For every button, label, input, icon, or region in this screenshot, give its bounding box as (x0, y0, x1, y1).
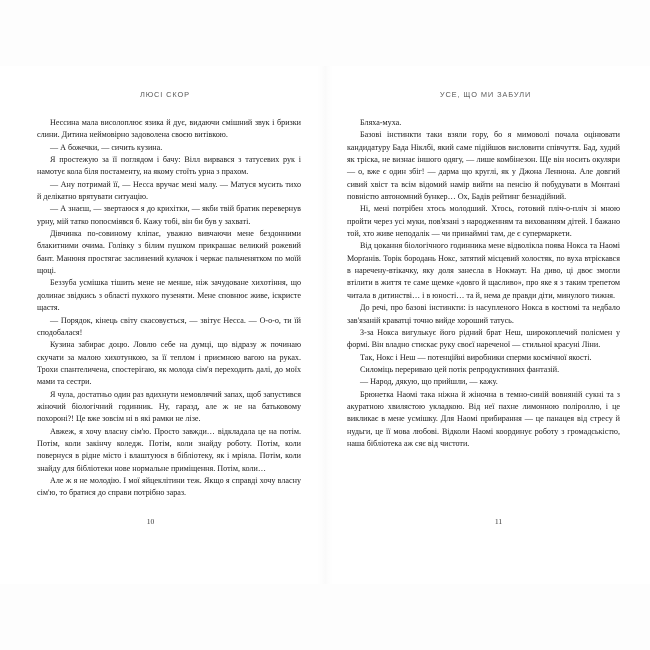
paragraph: Беззуба усмішка тішить мене не менше, ніж зачудоване хихотіння, що долинає звідкись з області пухкого пузеняти. Мене сповнює живе, іскристе щастя. (37, 278, 301, 313)
left-page-folio: 10 (146, 517, 155, 526)
paragraph: Так, Нокс і Неш — потенційні виробники сперми космічної якості. (360, 352, 592, 362)
paragraph: Я чула, достатньо один раз вдихнути немовлячий запах, щоб запустився жіночий біологічний годинник. Ну, гаразд, але ж не на батьковому похороні?! Це вже зовсім ні в які рамки не лізе. (37, 389, 301, 424)
paragraph: Від цокання біологічного годинника мене відволікла поява Нокса та Наомі Морґанів. Торік бородань Нокс, затятий місцевий холостяк, по вуха втріскався в наречену-втікачку, яку доля занесла в Нокмаут. На диво, ці двоє змогли втілити в життя те саме щемке «довго й щасливо», про яке я з таким трепетом читала в дитинстві… і в юності… та й, нема де правди діти, минулого тижня. (347, 241, 620, 300)
paragraph: З-за Нокса вигулькує його рідний брат Неш, широкоплечий полісмен у формі. Він владно стискає руку своєї нареченої — стильної красуні Ліни. (347, 327, 620, 350)
right-page-folio: 11 (494, 517, 503, 526)
paragraph: — А божечки, — сичить кузина. (50, 142, 163, 152)
paragraph: Але ж я не молодію. І мої яйцеклітини теж. Якщо я справді хочу власну сім'ю, то братися до справи потрібно зараз. (37, 475, 301, 498)
right-page-body (347, 117, 620, 450)
paragraph: Авжеж, я хочу власну сім'ю. Просто завжди… відкладала це на потім. Потім, коли закінчу коледж. Потім, коли знайду роботу. Потім, коли повернуся в рідне місто і влаштуюся в бібліотеку, як і мріяла. Потім, коли знайду для бібліотеки нове нормальне приміщення. Потім, коли… (37, 426, 301, 473)
paragraph: Базові інстинкти таки взяли гору, бо я мимоволі почала оцінювати кандидатуру Бада Ніклбі, який саме підійшов висловити співчуття. Бад, худий як тріска, не визнає іншого одягу, — лише комбінезон. Ще він носить окуляри — о, вже є один збіг! — дарма що круглі, як у Джона Леннона. Але довгий сивий хвіст та всім відомий намір вийти на пенсію й побудувати в Монтані повністю автономний бункер… Ох, Бадів рейтинг безнадійний. (347, 130, 620, 202)
right-page (325, 66, 650, 584)
paragraph: — Ану потримай її, — Несса вручає мені малу. — Матуся мусить тихо й делікатно врятувати ситуацію. (37, 179, 301, 202)
paragraph: Нессина мала висолоплює язика й дує, видаючи смішний звук і бризки слини. Дитина неймовірно задоволена своєю витівкою. (37, 118, 301, 140)
paragraph: — А знаєш, — звертаюся я до крихітки, — якби твій братик перевернув урну, мій татко попосміявся б. Кажу тобі, він би був у захваті. (37, 204, 301, 226)
paragraph: Кузина забирає доцю. Ловлю себе на думці, що відразу ж починаю скучати за малою хихотункою, за її теплом і приємною вагою на руках. Трохи спантеличена, спостерігаю, як молода сім'я переходить далі, до моїх мами та сестри. (37, 340, 301, 387)
paragraph: Я простежую за її поглядом і бачу: Вілл вирвався з татусевих рук і намотує кола біля постаменту, на якому стоїть урна з прахом. (37, 155, 301, 177)
left-running-head: ЛЮСІ СКОР (139, 90, 190, 99)
right-running-head: УСЕ, ЩО МИ ЗАБУЛИ (439, 90, 532, 99)
paragraph: Ні, мені потрібен хтось молодший. Хтось, готовий пліч-о-пліч зі мною пройти через усі муки, пов'язані з народженням та вихованням дітей. І бажано той, хто живе неподалік — чи принаймні там, де є супермаркети. (347, 204, 620, 239)
paragraph: Бляха-муха. (360, 118, 402, 127)
left-page-body (37, 117, 301, 500)
paragraph: — Народ, дякую, що прийшли, — кажу. (360, 377, 498, 387)
left-page (0, 66, 325, 584)
paragraph: До речі, про базові інстинкти: із насупленого Нокса в костюмі та недбало зав'язаній краватці точно вийде хороший татусь. (347, 303, 620, 325)
paragraph: Брюнетка Наомі така ніжна й жіночна в темно-синій вовняній сукні та з акуратною хвилястою укладкою. Від неї пахне лимонною поліроллю, і це викликає в мене усмішку. Для Наомі прибирання — це панацея від стресу й нудьги, це її мова любові. Відколи Наомі координує роботу з громадськістю, наша бібліотека аж сяє від чистоти. (347, 389, 620, 448)
book-spread (0, 66, 650, 584)
paragraph: — Порядок, кінець світу скасовується, — звітує Несса. — О-о-о, ти їй сподобалася! (37, 315, 301, 337)
paragraph: Дівчинка по-совиному кліпає, уважно вивчаючи мене бездонними блакитними очима. Голівку з білим пушком прикрашає великий рожевий бант. Манюня простягає заслинений кулачок і черкає пальченятком по моїй щоці. (37, 229, 301, 276)
paragraph: Силоміць перериваю цей потік репродуктивних фантазій. (360, 364, 560, 374)
